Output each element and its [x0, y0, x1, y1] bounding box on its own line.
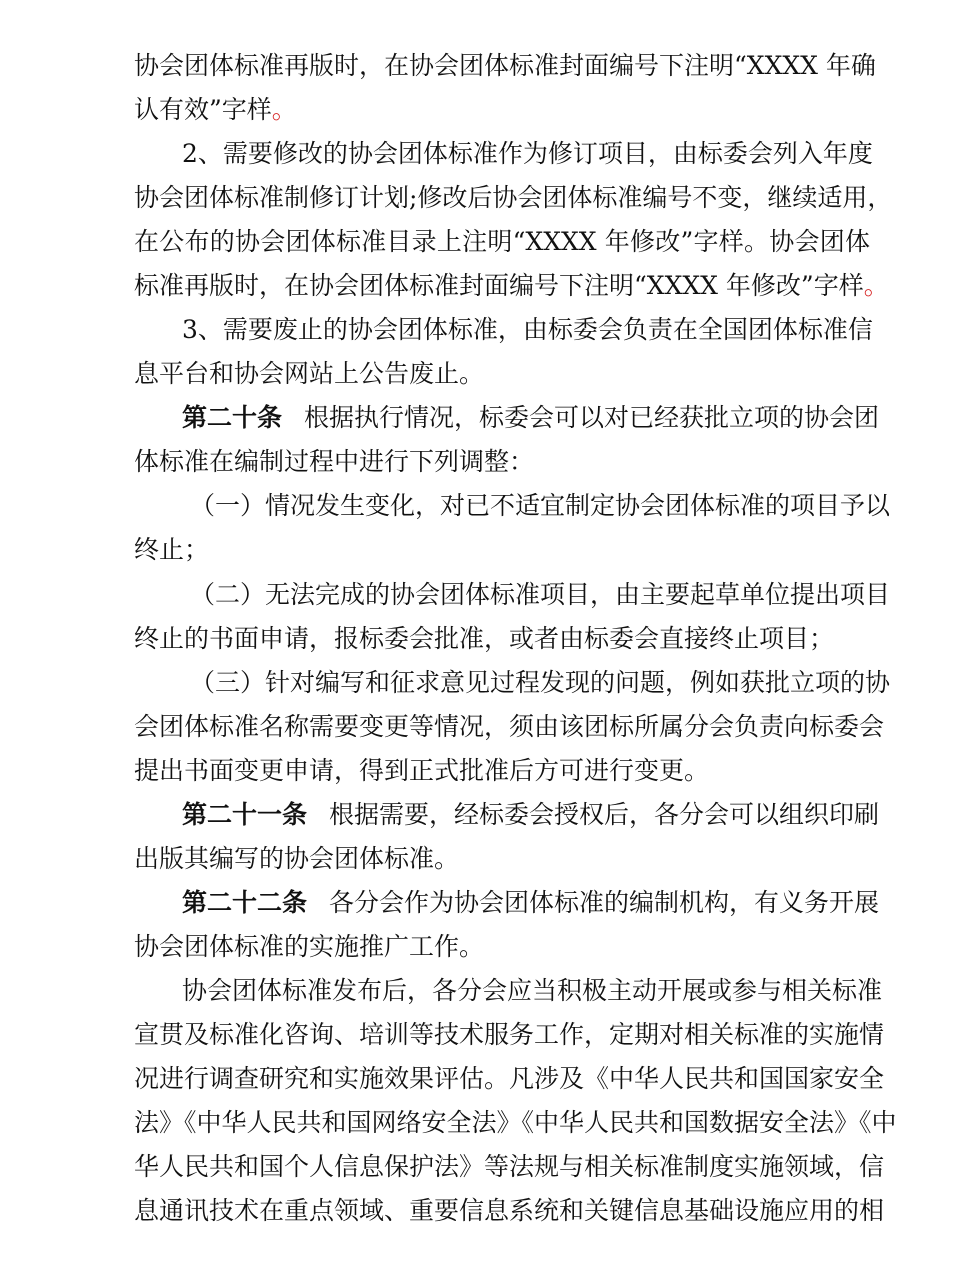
paragraph-line: 3、需要废止的协会团体标准，由标委会负责在全国团体标准信 — [182, 315, 873, 344]
article-22-line: 第二十二条 各分会作为协会团体标准的编制机构，有义务开展 — [182, 888, 880, 917]
paragraph-line: （二）无法完成的协会团体标准项目，由主要起草单位提出项目 — [190, 580, 891, 609]
paragraph-line: 协会团体标准再版时，在协会团体标准封面编号下注明“XXXX 年确 — [134, 51, 876, 80]
paragraph-line: 协会团体标准的实施推广工作。 — [134, 932, 485, 961]
article-heading: 第二十二条 — [182, 888, 308, 917]
red-period-mark: 。 — [863, 271, 889, 300]
paragraph-line: 提出书面变更申请，得到正式批准后方可进行变更。 — [134, 756, 710, 785]
paragraph-line: （三）针对编写和征求意见过程发现的问题，例如获批立项的协 — [190, 668, 891, 697]
paragraph-line: 出版其编写的协会团体标准。 — [134, 844, 460, 873]
red-period-mark: 。 — [271, 95, 297, 124]
paragraph-line: 华人民共和国个人信息保护法》等法规与相关标准制度实施领域，信 — [134, 1152, 885, 1181]
paragraph-line: 认有效”字样。 — [134, 95, 297, 124]
paragraph-line: 体标准在编制过程中进行下列调整： — [134, 447, 535, 476]
paragraph-line: 终止的书面申请，报标委会批准，或者由标委会直接终止项目； — [134, 624, 835, 653]
paragraph-line: （一）情况发生变化，对已不适宜制定协会团体标准的项目予以 — [190, 491, 891, 520]
article-21-line: 第二十一条 根据需要，经标委会授权后，各分会可以组织印刷 — [182, 800, 880, 829]
paragraph-line: 标准再版时，在协会团体标准封面编号下注明“XXXX 年修改”字样。 — [134, 271, 889, 300]
article-heading: 第二十一条 — [182, 800, 308, 829]
paragraph-line: 终止； — [134, 535, 210, 564]
paragraph-line: 宣贯及标准化咨询、培训等技术服务工作，定期对相关标准的实施情 — [134, 1020, 885, 1049]
paragraph-line: 协会团体标准发布后，各分会应当积极主动开展或参与相关标准 — [182, 976, 883, 1005]
paragraph-line: 息平台和协会网站上公告废止。 — [134, 359, 485, 388]
paragraph-line: 况进行调查研究和实施效果评估。凡涉及《中华人民共和国国家安全 — [134, 1064, 885, 1093]
article-heading: 第二十条 — [182, 403, 283, 432]
paragraph-line: 息通讯技术在重点领域、重要信息系统和关键信息基础设施应用的相 — [134, 1196, 885, 1225]
article-20-line: 第二十条 根据执行情况，标委会可以对已经获批立项的协会团 — [182, 403, 880, 432]
paragraph-line: 会团体标准名称需要变更等情况，须由该团标所属分会负责向标委会 — [134, 712, 885, 741]
paragraph-line: 协会团体标准制修订计划;修改后协会团体标准编号不变，继续适用， — [134, 183, 893, 212]
paragraph-line: 法》《中华人民共和国网络安全法》《中华人民共和国数据安全法》《中 — [134, 1108, 897, 1137]
paragraph-line: 在公布的协会团体标准目录上注明“XXXX 年修改”字样。协会团体 — [134, 227, 870, 256]
paragraph-line: 2、需要修改的协会团体标准作为修订项目，由标委会列入年度 — [182, 139, 873, 168]
